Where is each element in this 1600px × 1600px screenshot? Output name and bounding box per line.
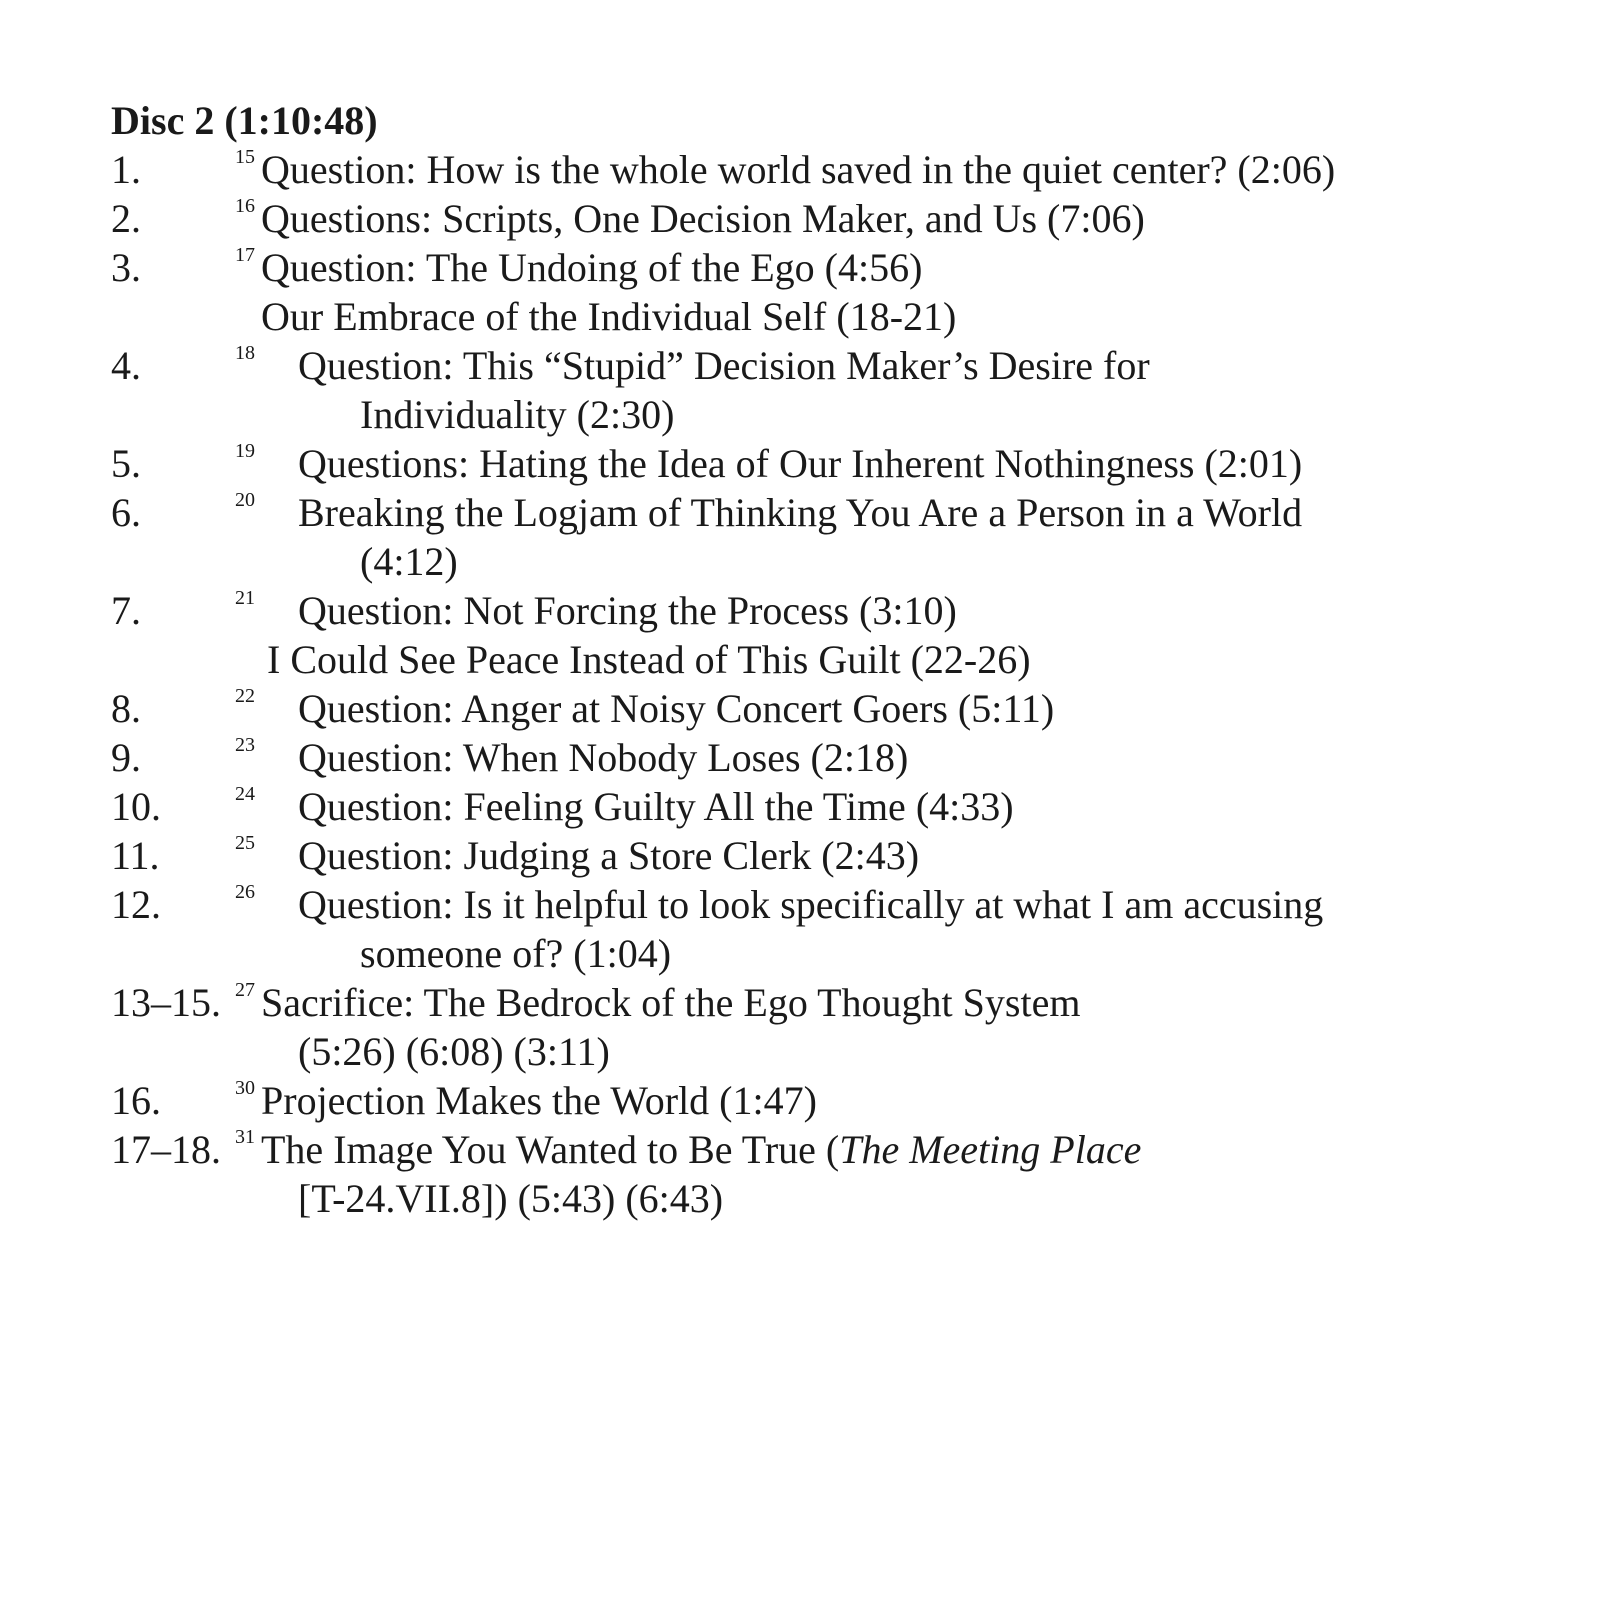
track-number: 16. <box>111 1078 161 1123</box>
track-number: 6. <box>111 490 141 535</box>
track-title: Question: When Nobody Loses (2:18) <box>298 735 909 780</box>
track-entry <box>111 733 1531 782</box>
track-title: Question: This “Stupid” Decision Maker’s Desire for <box>298 343 1150 388</box>
track-entry <box>111 684 1531 733</box>
track-title: Projection Makes the World (1:47) <box>261 1078 817 1123</box>
track-number: 5. <box>111 441 141 486</box>
track-title: Question: Judging a Store Clerk (2:43) <box>298 833 920 878</box>
track-entry <box>111 1125 1531 1223</box>
track-reference-number: 15 <box>235 146 255 168</box>
track-title: Question: Is it helpful to look specifically at what I am accusing <box>298 882 1324 927</box>
track-title: Question: The Undoing of the Ego (4:56) <box>261 245 923 290</box>
track-entry <box>111 880 1531 978</box>
track-title: Question: Feeling Guilty All the Time (4:33) <box>298 784 1014 829</box>
track-title-continuation: (4:12) <box>360 539 458 584</box>
track-reference-number: 18 <box>235 342 255 364</box>
track-title-continuation: Individuality (2:30) <box>360 392 675 437</box>
track-number: 17–18. <box>111 1127 221 1172</box>
track-number: 11. <box>111 833 160 878</box>
track-entry <box>111 978 1531 1076</box>
track-entry <box>111 831 1531 880</box>
track-reference-number: 31 <box>235 1126 255 1148</box>
track-entry <box>111 145 1531 194</box>
track-reference-number: 23 <box>235 734 255 756</box>
track-title: Questions: Hating the Idea of Our Inherent Nothingness (2:01) <box>298 441 1303 486</box>
track-number: 7. <box>111 588 141 633</box>
track-number: 12. <box>111 882 161 927</box>
book-title-italic: The Meeting Place <box>839 1127 1142 1172</box>
track-reference-number: 21 <box>235 587 255 609</box>
track-number: 2. <box>111 196 141 241</box>
track-entry <box>111 1076 1531 1125</box>
track-title-continuation: (5:26) (6:08) (3:11) <box>298 1029 610 1074</box>
track-title: Question: Not Forcing the Process (3:10) <box>298 588 957 633</box>
track-number: 1. <box>111 147 141 192</box>
disc-title: Disc 2 (1:10:48) <box>111 98 378 143</box>
section-heading-text: I Could See Peace Instead of This Guilt (22-26) <box>267 637 1031 682</box>
track-entry <box>111 439 1531 488</box>
track-listing-document <box>111 96 1531 1223</box>
track-title-continuation: [T-24.VII.8]) (5:43) (6:43) <box>298 1176 724 1221</box>
track-reference-number: 17 <box>235 244 255 266</box>
track-reference-number: 25 <box>235 832 255 854</box>
track-number: 10. <box>111 784 161 829</box>
track-title: Breaking the Logjam of Thinking You Are a Person in a World <box>298 490 1303 535</box>
track-reference-number: 22 <box>235 685 255 707</box>
track-entry <box>111 194 1531 243</box>
track-title: Questions: Scripts, One Decision Maker, and Us (7:06) <box>261 196 1145 241</box>
track-reference-number: 20 <box>235 489 255 511</box>
track-number: 4. <box>111 343 141 388</box>
track-entry <box>111 341 1531 439</box>
track-title: Sacrifice: The Bedrock of the Ego Thought System <box>261 980 1081 1025</box>
track-number: 9. <box>111 735 141 780</box>
section-heading <box>111 635 1531 684</box>
track-reference-number: 19 <box>235 440 255 462</box>
track-reference-number: 16 <box>235 195 255 217</box>
section-heading-text: Our Embrace of the Individual Self (18-21) <box>261 294 957 339</box>
track-entry <box>111 488 1531 586</box>
track-title <box>261 1125 1141 1174</box>
track-number: 3. <box>111 245 141 290</box>
track-entry <box>111 782 1531 831</box>
track-title: Question: Anger at Noisy Concert Goers (5:11) <box>298 686 1055 731</box>
track-title-text: The Image You Wanted to Be True ( <box>261 1127 840 1172</box>
track-title-continuation: someone of? (1:04) <box>360 931 672 976</box>
track-reference-number: 24 <box>235 783 255 805</box>
track-entry <box>111 243 1531 292</box>
track-number: 13–15. <box>111 980 221 1025</box>
track-number: 8. <box>111 686 141 731</box>
track-reference-number: 27 <box>235 979 255 1001</box>
track-reference-number: 30 <box>235 1077 255 1099</box>
track-entry <box>111 586 1531 635</box>
section-heading <box>111 292 1531 341</box>
track-title: Question: How is the whole world saved in the quiet center? (2:06) <box>261 147 1336 192</box>
track-reference-number: 26 <box>235 881 255 903</box>
